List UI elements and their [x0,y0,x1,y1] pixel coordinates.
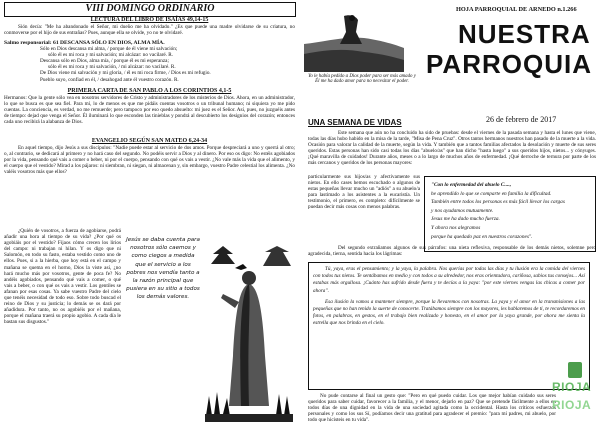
rioja-logo-text-2: RIOJA [552,398,592,412]
final-text: No pude contarse al final un gesto que: "Pero en qué puedo cuidar. Los que mejor habían cuidado sus seres queridos para saber cuidar, favorecer a la familia, y el menor, dejarlo en paz? Que se pretende fácilmente a ellos en todos días de una dignidad en la vida de una sociedad agitada como la occidental. Hasta los críticos esfuerzos personales y como los sus Sí, podíamos decir una gratitud para agradecer el premio: "para mí padres, mi abuelo, por todo que hicisteis en tu vida". [308,393,556,424]
quote-line: "Con lo enfermedad del abuelo C...., [431,182,512,188]
rioja-flag-icon [568,362,582,378]
psalm-label: Salmo responsorial: [4,40,52,46]
left-column [0,0,298,427]
quote-line: Jesus me ha dado mucho fuerza. [431,216,500,223]
jesus-illustration [205,246,293,422]
psalm-title: 61 DESCANSA SÓLO EN DIOS, ALMA MÍA. [53,40,165,46]
masthead-nuestra: NUESTRA [458,19,591,49]
reading1-title: LECTURA DEL LIBRO DE ISAÍAS 49,14-15 [90,17,209,23]
psalm-line: Pueblo suyo, confiad en él, / desahogad ante él vuestro corazón. R. [40,76,179,83]
intro-text: Este semana que aún no ha concluido ha sido de pruebas: desde el viernes de la pasada semana y hasta el lunes que viene, todas las días hubo habido en la misa de la tarde, "Misa de Pena Cruz". Otros tantos hermanos nuestros han pasado de la muerte a la vida. Ocasión para valorar la calidad de la muerte, según la vida. Y también que a tantos familias afectados la desolación y muerte de sus seres queridos. Estas personas han sido casi todas los días "abuelo/as" que han dicho "hasta luego" a sus queridos hijos, nietos... y cónyuges. ¡Qué maravilla de cuidados! Durante años, meses o a lo largo de muchos años de enfermedad. ¡Qué derroche de ternura por parte de los más cercanos y queridos de los personas mayores: [308,130,596,167]
psalm-line: Sólo en Dios descansa mi alma, / porque de él viene mi salvación; [40,46,178,53]
letter-box [308,262,590,390]
second-text: Del segundo extrañamos algunos de sus párrafos: una nieta reflexiva, responsable de los demás nietos, solemne pero agradecida, tierna, sentida hacia los lágrimas: [308,245,596,258]
figure-on-rock-icon [304,14,404,72]
reading2-text: Hermanos: Que la gente sólo vea en nosotros servidores de Cristo y administradores de los misterios de Dios. Ahora, en un administrador, lo que se busca es que sea fiel. Para mí, lo de menos es que me pidáis cuentas vosotros o un tribunal humano; ni siquiera yo me pido cuentas. La conciencia, es verdad, no me remuerde; pero tampoco por eso quedo absuelto: mi juez es el Señor. Así, pues, no juzguéis antes de tiempo: dejad que venga el Señor. Él iluminará lo que esconden las tinieblas y pondrá al descubierto los designios del corazón; entonces cada uno recibirá la alabanza de Dios. [4,95,295,126]
gospel-text-a: En aquel tiempo, dijo Jesús a sus discípulos: "Nadie puede estar al servicio de dos amos. Porque despreciará a uno y querrá al otro; o, al contrario, se dedicará al primero y no hará caso del segundo. No podéis servir a Dios y al dinero. Por eso os digo: No estéis agobiados por la vida, pensando qué vais a comer o beber, ni por el cuerpo, pensando con qué os vais a vestir. ¿No vale más la vida que el alimento, y el cuerpo que el vestido? Mirad a los pájaros: ni siembran, ni siegan, ni almacenan y, sin embargo, vuestro Padre celestial los alimenta. ¿No valéis vosotros más que ellos? [4,145,295,176]
jesus-figure-icon [205,246,293,422]
mid-text: particularmente sus hijos/as y afectivamente sus nietos. En ello cases hemos escuchado o algunos de estas pequeñas llevar mucho un "adiós" a su abuelo/a para lastimado a los asistentes a la eucaristía. Un testimonio, el primero, es completo: difícilmente se puedan decir más cosas con menos palabras. [308,174,420,211]
quote-line: he aprendido lo que se comparte en familia la dificultad. [431,190,552,197]
psalm-section [4,40,295,83]
psalm-line: Descansa sólo en Dios, alma mía, / porque él es mi esperanza; [40,58,169,65]
liturgy-title: VIII DOMINGO ORDINARIO [85,3,215,14]
rioja-logo [550,362,600,426]
rioja-logo-text: RIOJA [552,380,592,394]
right-column [302,0,600,427]
letter-text-2: Esa ilusión la vamos a mantener siempre, porque la llevaremos con nosotras. La yaya y el amor en la transmisiones a las pequeñas que no han tenido la suerte de conocerte. Tratábamos siempre con los mayores, les hablaremos de ti, te recordaremos en fotos, en palabras, en gestos, en el trabajo bien realizado y honesto, en el amor por la yaya grande, por ahora me sienta la estrella que nos brinda en el cielo. [313,298,585,327]
cover-photo [304,14,404,72]
psalm-line: De Dios viene mi salvación y mi gloria, / él es mi roca firme, / Dios es mi refugio. [40,70,211,77]
quote-line: y nos ayudamos mutuamente. [431,207,494,214]
quote-line: Y ahora nos alegramos [431,224,481,231]
issue-header: HOJA PARROQUIAL DE ARNEDO n.1.266 [456,6,577,13]
quote-line: porque ha quedado paz en nuestros corazones". [431,233,533,240]
poem-text: Jesús se daba cuenta para nosotros sólo caemos y como ciegos a medida que el servicio a los pobres nos vendía tanto a la razón principal que pusiera en su sitio a todos los demás valores. [126,237,200,301]
section-title: UNA SEMANA DE VIDAS [308,118,402,127]
liturgy-title-box [4,2,296,17]
gospel-title: EVANGELIO SEGÚN SAN MATEO 6,24-34 [91,138,208,144]
photo-caption: Yo le había pedido a Dios poder para ser más amado y Él me ha dado amor para no necesitar el poder. [308,74,416,85]
reading2-title: PRIMERA CARTA DE SAN PABLO A LOS CORINTIOS 4,1-5 [67,88,232,94]
poem-box [126,236,200,396]
psalm-line: sólo él es mi roca y mi salvación, / mi alcázar: no vacilaré. R. [48,64,176,71]
masthead-parroquia: PARROQUIA [426,49,592,79]
letter-text: Tú, yaya, eras el pensamiento; y la yaya, la palabra. Nos querías por todas las días y tu ilusión era la comida del viernes con todos tus nietos. Te sentábamos en medio y con todos a su alrededor, nos eras orientadora, cariñosa, sabios tus consejos... Así estabas más orgullosa. ¡Cuánto has sufrido desde fuera y te decías a la yaya: "por este viernes vengas las chicas a comer por ahora". [313,266,585,294]
gospel-text-b [4,228,121,424]
issue-date: 26 de febrero de 2017 [486,115,557,124]
psalm-line: sólo él es mi roca y mi salvación; mi alcázar: no vacilaré. R. [48,52,174,59]
quote-box [424,176,596,252]
reading1-text: Sión decía: "Me ha abandonado el Señor, mi dueño me ha olvidado." ¿Es que puede una madre olvidarse de su criatura, no conmoverse por el hijo de sus entrañas? Pues, aunque ella se olvide, yo no te olvidaré. [4,24,295,37]
quote-line: También entre todos los personas es más fácil llevar los cargas [431,199,565,206]
gospel-text-b-body: ¿Quién de vosotros, a fuerza de agobiarse, podrá añadir una hora al tiempo de su vida? ¿Por qué os agobiáis por el vestido? Fijaos cómo crecen los lirios del campo: ni trabajan ni hilan. Y os digo que ni Salomón, en todo su fasto, estaba vestido como uno de ellos. Pues, si a la hierba, que hoy está en el campo y mañana se quema en el horno, Dios la viste así, ¿no hará mucho más por vosotros, gente de poca fe? No andéis agobiados, pensando qué vais a comer, o qué vais a beber, o con qué os vais a vestir. Los gentiles se afanan por esas cosas. Ya sabe vuestro Padre del cielo que tenéis necesidad de todo eso. Sobre todo buscad el reino de Dios y su justicia; lo demás se os dará por añadidura. Por tanto, no os agobiéis por el mañana, porque el mañana traerá su propio agobio. A cada día le bastan sus disgustos." [4,228,121,326]
